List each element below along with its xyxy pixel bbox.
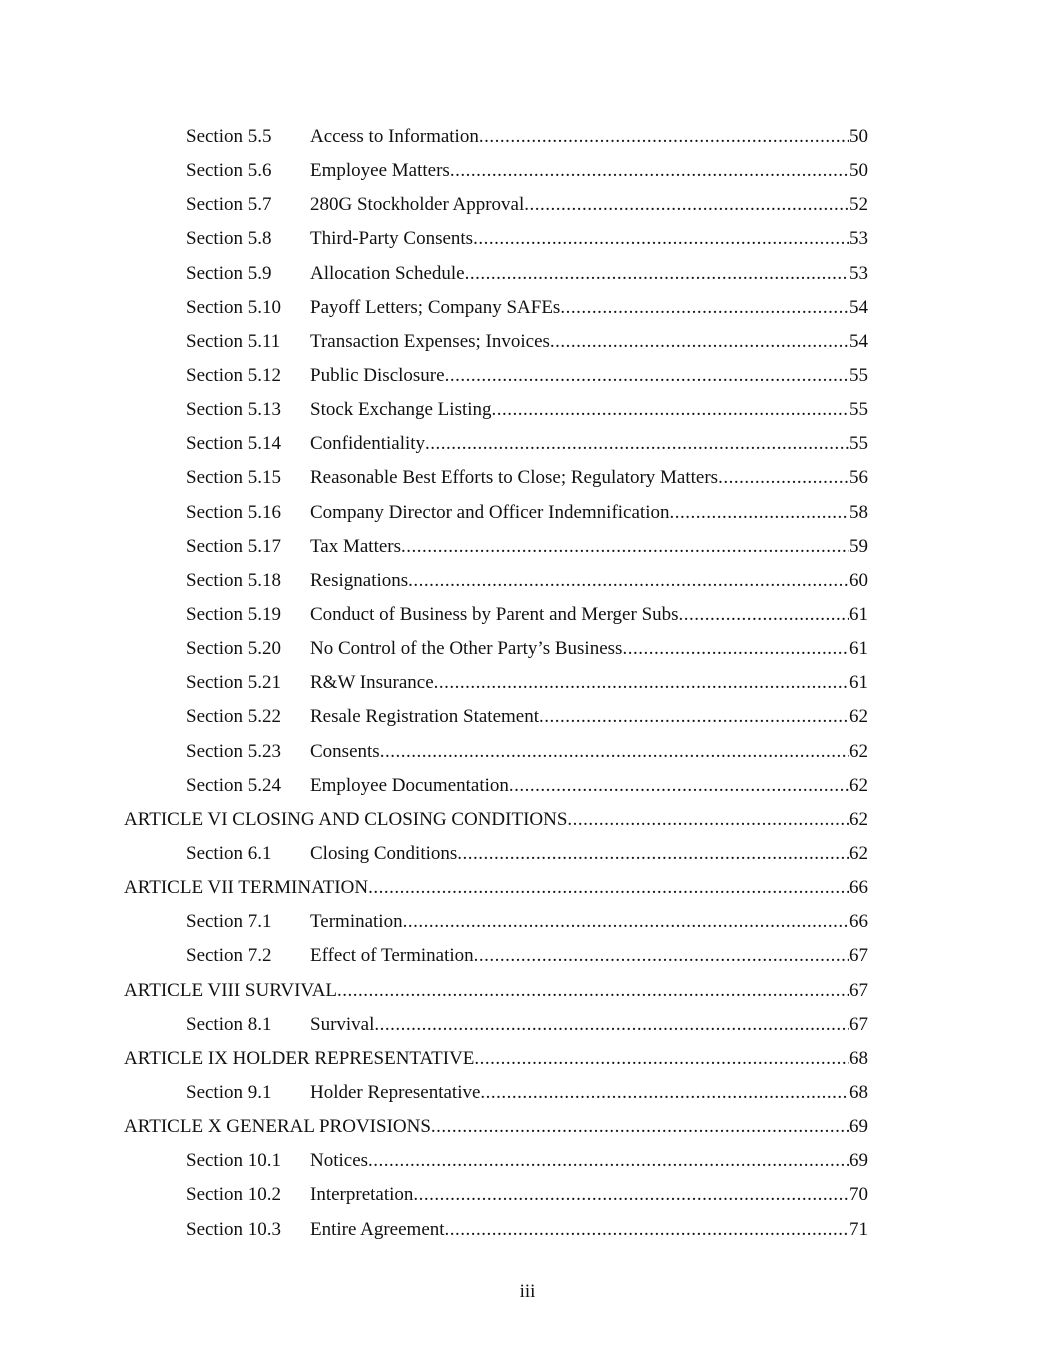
toc-entry-title: Notices bbox=[310, 1150, 369, 1172]
toc-dot-leader bbox=[368, 871, 849, 905]
toc-page-number: 52 bbox=[849, 194, 868, 216]
toc-page-number: 61 bbox=[849, 603, 868, 625]
toc-section-entry[interactable] bbox=[0, 188, 1055, 222]
toc-dot-leader bbox=[431, 1110, 849, 1144]
toc-entry-title: Survival bbox=[310, 1013, 375, 1035]
toc-section-number: Section 7.2 bbox=[186, 945, 272, 967]
toc-entry-title: Allocation Schedule bbox=[310, 262, 465, 284]
toc-section-entry[interactable] bbox=[0, 461, 1055, 495]
toc-dot-leader bbox=[474, 939, 849, 973]
toc-entry-line bbox=[186, 291, 868, 325]
toc-entry-title: Stock Exchange Listing bbox=[310, 399, 492, 421]
toc-entry-title: Reasonable Best Efforts to Close; Regulatory Matters bbox=[310, 467, 719, 489]
toc-page-number: 62 bbox=[849, 808, 868, 830]
toc-entry-line bbox=[186, 564, 868, 598]
toc-entry-line bbox=[124, 1042, 868, 1076]
toc-section-entry[interactable] bbox=[0, 222, 1055, 256]
toc-entry-line bbox=[186, 1008, 868, 1042]
toc-entry-line bbox=[124, 1110, 868, 1144]
toc-entry-line bbox=[186, 598, 868, 632]
toc-section-entry[interactable] bbox=[0, 632, 1055, 666]
toc-entry-title: ARTICLE VIII SURVIVAL bbox=[124, 979, 338, 1001]
toc-entry-title: ARTICLE X GENERAL PROVISIONS bbox=[124, 1116, 431, 1138]
toc-dot-leader bbox=[539, 700, 849, 734]
toc-dot-leader bbox=[465, 257, 849, 291]
toc-page-number: 50 bbox=[849, 160, 868, 182]
toc-entry-line bbox=[186, 1213, 868, 1247]
toc-article-entry[interactable] bbox=[0, 803, 1055, 837]
toc-page-number: 55 bbox=[849, 364, 868, 386]
toc-dot-leader bbox=[403, 905, 849, 939]
toc-page-number: 66 bbox=[849, 911, 868, 933]
toc-entry-title: ARTICLE VI CLOSING AND CLOSING CONDITIONS bbox=[124, 808, 568, 830]
toc-page-number: 54 bbox=[849, 296, 868, 318]
toc-entry-line bbox=[186, 257, 868, 291]
toc-entry-title: Transaction Expenses; Invoices bbox=[310, 330, 550, 352]
toc-section-entry[interactable] bbox=[0, 939, 1055, 973]
toc-section-number: Section 5.5 bbox=[186, 126, 272, 147]
toc-entry-line bbox=[186, 769, 868, 803]
toc-section-number: Section 5.18 bbox=[186, 569, 281, 591]
toc-section-number: Section 5.14 bbox=[186, 433, 281, 455]
toc-section-entry[interactable] bbox=[0, 1178, 1055, 1212]
toc-section-entry[interactable] bbox=[0, 496, 1055, 530]
toc-page-number: 62 bbox=[849, 842, 868, 864]
toc-section-entry[interactable] bbox=[0, 359, 1055, 393]
toc-page-number: 66 bbox=[849, 877, 868, 899]
toc-page-number: 53 bbox=[849, 262, 868, 284]
toc-page-number: 67 bbox=[849, 1013, 868, 1035]
toc-entry-line bbox=[186, 359, 868, 393]
toc-section-entry[interactable] bbox=[0, 427, 1055, 461]
toc-entry-title: Conduct of Business by Parent and Merger Subs bbox=[310, 603, 679, 625]
toc-entry-title: Access to Information bbox=[310, 126, 479, 147]
toc-entry-line bbox=[186, 632, 868, 666]
toc-section-entry[interactable] bbox=[0, 598, 1055, 632]
toc-entry-title: ARTICLE IX HOLDER REPRESENTATIVE bbox=[124, 1047, 475, 1069]
toc-section-number: Section 9.1 bbox=[186, 1081, 272, 1103]
toc-page-number: 67 bbox=[849, 945, 868, 967]
toc-entry-line bbox=[186, 1144, 868, 1178]
toc-section-number: Section 10.3 bbox=[186, 1218, 281, 1240]
toc-section-number: Section 5.19 bbox=[186, 603, 281, 625]
toc-page-number: 50 bbox=[849, 126, 868, 147]
toc-entry-line bbox=[186, 496, 868, 530]
toc-section-entry[interactable] bbox=[0, 291, 1055, 325]
toc-section-number: Section 5.15 bbox=[186, 467, 281, 489]
toc-section-number: Section 5.7 bbox=[186, 194, 272, 216]
toc-entry-line bbox=[186, 666, 868, 700]
toc-dot-leader bbox=[669, 496, 849, 530]
toc-section-number: Section 5.10 bbox=[186, 296, 281, 318]
toc-entry-title: ARTICLE VII TERMINATION bbox=[124, 877, 369, 899]
toc-entry-line bbox=[186, 393, 868, 427]
toc-entry-title: Entire Agreement bbox=[310, 1218, 445, 1240]
toc-page-number: 69 bbox=[849, 1150, 868, 1172]
toc-section-entry[interactable] bbox=[0, 1076, 1055, 1110]
toc-section-entry[interactable] bbox=[0, 393, 1055, 427]
toc-entry-line bbox=[124, 803, 868, 837]
toc-entry-title: Termination bbox=[310, 911, 403, 933]
toc-dot-leader bbox=[401, 530, 849, 564]
toc-entry-line bbox=[124, 871, 868, 905]
toc-page-number: 62 bbox=[849, 774, 868, 796]
toc-entry-title: Interpretation bbox=[310, 1184, 414, 1206]
toc-dot-leader bbox=[567, 803, 849, 837]
toc-section-entry[interactable] bbox=[0, 1008, 1055, 1042]
toc-entry-title: Company Director and Officer Indemnification bbox=[310, 501, 670, 523]
toc-entry-line bbox=[186, 700, 868, 734]
toc-entry-title: Resignations bbox=[310, 569, 409, 591]
toc-section-number: Section 5.9 bbox=[186, 262, 272, 284]
toc-entry-title: Consents bbox=[310, 740, 380, 762]
toc-page-number: 71 bbox=[849, 1218, 868, 1240]
toc-entry-title: Employee Documentation bbox=[310, 774, 509, 796]
toc-page-number: 55 bbox=[849, 399, 868, 421]
toc-section-entry[interactable] bbox=[0, 154, 1055, 188]
toc-entry-title: No Control of the Other Party’s Business bbox=[310, 638, 623, 660]
toc-dot-leader bbox=[509, 769, 849, 803]
toc-entry-title: R&W Insurance bbox=[310, 672, 434, 694]
toc-section-entry[interactable] bbox=[0, 325, 1055, 359]
toc-section-entry[interactable] bbox=[0, 905, 1055, 939]
toc-dot-leader bbox=[479, 120, 849, 154]
toc-dot-leader bbox=[434, 666, 849, 700]
toc-entry-line bbox=[186, 325, 868, 359]
toc-page-number: 59 bbox=[849, 535, 868, 557]
toc-entry-line bbox=[186, 735, 868, 769]
toc-dot-leader bbox=[425, 427, 849, 461]
toc-section-entry[interactable] bbox=[0, 769, 1055, 803]
toc-dot-leader bbox=[492, 393, 849, 427]
toc-page-number: 61 bbox=[849, 672, 868, 694]
toc-page-number: 62 bbox=[849, 740, 868, 762]
toc-page-number: 69 bbox=[849, 1116, 868, 1138]
toc-entry-title: Public Disclosure bbox=[310, 364, 445, 386]
toc-entry-line bbox=[186, 154, 868, 188]
toc-page-number: 58 bbox=[849, 501, 868, 523]
toc-entry-line bbox=[186, 188, 868, 222]
toc-entry-title: Employee Matters bbox=[310, 160, 450, 182]
toc-section-number: Section 5.22 bbox=[186, 706, 281, 728]
toc-entry-line bbox=[186, 939, 868, 973]
toc-section-entry[interactable] bbox=[0, 257, 1055, 291]
toc-dot-leader bbox=[337, 974, 849, 1008]
toc-entry-line bbox=[186, 837, 868, 871]
toc-dot-leader bbox=[474, 1042, 849, 1076]
toc-section-number: Section 5.24 bbox=[186, 774, 281, 796]
toc-section-entry[interactable] bbox=[0, 1213, 1055, 1247]
toc-dot-leader bbox=[368, 1144, 849, 1178]
toc-entry-title: Closing Conditions bbox=[310, 842, 458, 864]
toc-section-number: Section 5.21 bbox=[186, 672, 281, 694]
toc-entry-title: 280G Stockholder Approval bbox=[310, 194, 525, 216]
toc-section-entry[interactable] bbox=[0, 564, 1055, 598]
toc-entry-title: Holder Representative bbox=[310, 1081, 481, 1103]
toc-dot-leader bbox=[679, 598, 849, 632]
toc-section-number: Section 5.11 bbox=[186, 330, 281, 352]
toc-section-number: Section 7.1 bbox=[186, 911, 272, 933]
toc-dot-leader bbox=[473, 222, 849, 256]
toc-section-entry[interactable] bbox=[0, 735, 1055, 769]
toc-page-number: 54 bbox=[849, 330, 868, 352]
toc-section-number: Section 8.1 bbox=[186, 1013, 272, 1035]
toc-dot-leader bbox=[524, 188, 849, 222]
toc-section-number: Section 10.1 bbox=[186, 1150, 281, 1172]
toc-entry-line bbox=[186, 427, 868, 461]
toc-article-entry[interactable] bbox=[0, 974, 1055, 1008]
toc-dot-leader bbox=[560, 291, 849, 325]
toc-dot-leader bbox=[450, 154, 849, 188]
toc-page-number: 55 bbox=[849, 433, 868, 455]
toc-section-entry[interactable] bbox=[0, 666, 1055, 700]
toc-dot-leader bbox=[380, 735, 849, 769]
toc-section-number: Section 5.13 bbox=[186, 399, 281, 421]
toc-section-number: Section 5.16 bbox=[186, 501, 281, 523]
toc-dot-leader bbox=[374, 1008, 849, 1042]
toc-dot-leader bbox=[457, 837, 849, 871]
toc-section-entry[interactable] bbox=[0, 1144, 1055, 1178]
toc-entry-title: Third-Party Consents bbox=[310, 228, 474, 250]
toc-dot-leader bbox=[408, 564, 849, 598]
toc-page-number: 62 bbox=[849, 706, 868, 728]
toc-entry-line bbox=[186, 222, 868, 256]
toc-page-number: 68 bbox=[849, 1081, 868, 1103]
toc-article-entry[interactable] bbox=[0, 1110, 1055, 1144]
toc-section-entry[interactable] bbox=[0, 700, 1055, 734]
toc-section-number: Section 6.1 bbox=[186, 842, 272, 864]
toc-page-number: 61 bbox=[849, 638, 868, 660]
toc-page-number: 56 bbox=[849, 467, 868, 489]
page-number: iii bbox=[519, 1281, 536, 1302]
toc-article-entry[interactable] bbox=[0, 871, 1055, 905]
table-of-contents bbox=[0, 120, 1055, 1247]
toc-dot-leader bbox=[445, 1213, 849, 1247]
toc-article-entry[interactable] bbox=[0, 1042, 1055, 1076]
toc-dot-leader bbox=[413, 1178, 849, 1212]
toc-entry-title: Resale Registration Statement bbox=[310, 706, 540, 728]
toc-section-number: Section 5.6 bbox=[186, 160, 272, 182]
toc-entry-line bbox=[186, 905, 868, 939]
toc-entry-line bbox=[186, 461, 868, 495]
toc-page-number: 67 bbox=[849, 979, 868, 1001]
toc-dot-leader bbox=[445, 359, 849, 393]
toc-section-entry[interactable] bbox=[0, 837, 1055, 871]
toc-dot-leader bbox=[480, 1076, 849, 1110]
toc-section-entry[interactable] bbox=[0, 530, 1055, 564]
toc-dot-leader bbox=[550, 325, 849, 359]
toc-page-number: 68 bbox=[849, 1047, 868, 1069]
toc-section-number: Section 5.17 bbox=[186, 535, 281, 557]
toc-section-number: Section 5.23 bbox=[186, 740, 281, 762]
toc-dot-leader bbox=[622, 632, 849, 666]
toc-entry-line bbox=[186, 530, 868, 564]
toc-page-number: 70 bbox=[849, 1184, 868, 1206]
toc-page-number: 53 bbox=[849, 228, 868, 250]
toc-entry-title: Payoff Letters; Company SAFEs bbox=[310, 296, 561, 318]
toc-page-number: 60 bbox=[849, 569, 868, 591]
toc-section-number: Section 5.12 bbox=[186, 364, 281, 386]
toc-section-number: Section 5.20 bbox=[186, 638, 281, 660]
toc-section-number: Section 5.8 bbox=[186, 228, 272, 250]
toc-entry-line bbox=[124, 974, 868, 1008]
toc-entry-line bbox=[186, 1178, 868, 1212]
toc-section-entry[interactable] bbox=[0, 120, 1055, 154]
toc-entry-title: Confidentiality bbox=[310, 433, 426, 455]
toc-dot-leader bbox=[718, 461, 849, 495]
toc-entry-line bbox=[186, 1076, 868, 1110]
toc-entry-title: Tax Matters bbox=[310, 535, 402, 557]
toc-section-number: Section 10.2 bbox=[186, 1184, 281, 1206]
toc-entry-line bbox=[186, 120, 868, 154]
toc-entry-title: Effect of Termination bbox=[310, 945, 474, 967]
